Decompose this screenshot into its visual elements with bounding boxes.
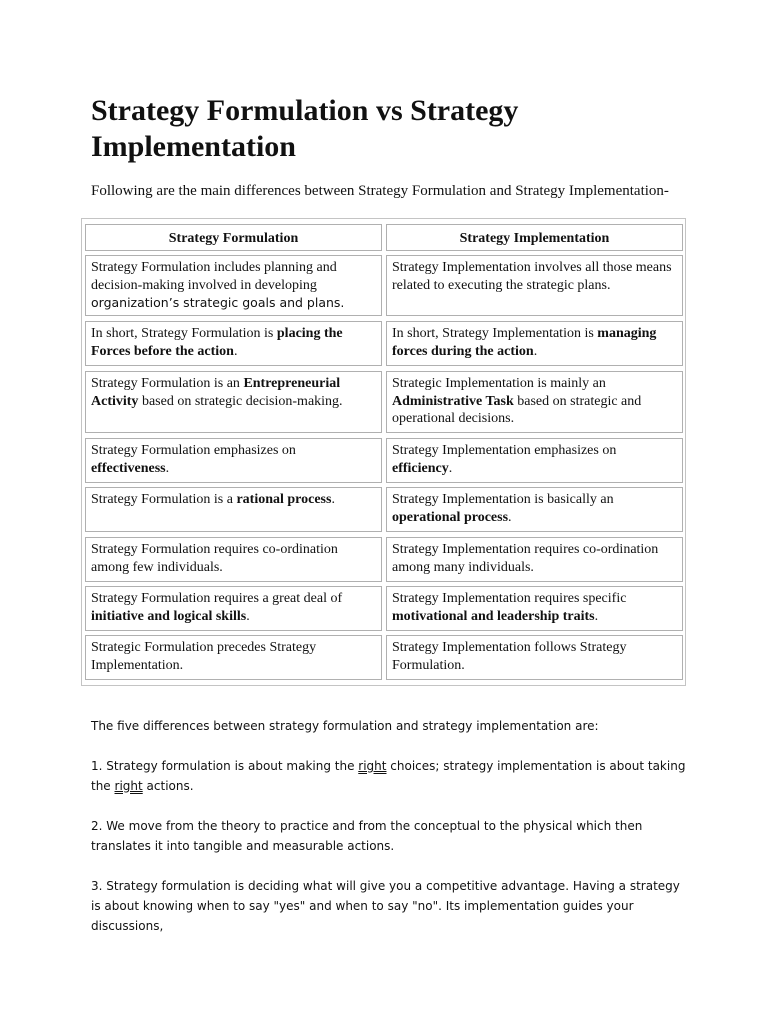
table-cell: Strategy Formulation requires co-ordination among few individuals. <box>85 537 382 582</box>
table-cell: Strategy Formulation is a rational process. <box>85 487 382 532</box>
table-cell: In short, Strategy Formulation is placing the Forces before the action. <box>85 321 382 366</box>
table-cell: Strategy Implementation follows Strategy Formulation. <box>386 635 683 680</box>
intro-text: Following are the main differences between Strategy Formulation and Strategy Implementation- <box>91 183 669 199</box>
table-cell: Strategy Implementation involves all those means related to executing the strategic plans. <box>386 255 683 316</box>
table-cell: Strategy Implementation requires specific motivational and leadership traits. <box>386 586 683 631</box>
difference-item: 2. We move from the theory to practice and from the conceptual to the physical which then translates it into tangible and measurable actions. <box>91 819 643 853</box>
table-cell: Strategy Formulation emphasizes on effectiveness. <box>85 438 382 483</box>
differences-intro: The five differences between strategy formulation and strategy implementation are: <box>91 719 599 733</box>
page-title: Strategy Formulation vs Strategy Implementation <box>91 94 519 163</box>
table-header-implementation: Strategy Implementation <box>386 224 683 251</box>
table-cell: Strategic Formulation precedes Strategy Implementation. <box>85 635 382 680</box>
table-cell: Strategy Formulation requires a great deal of initiative and logical skills. <box>85 586 382 631</box>
table-cell: Strategy Formulation includes planning and decision-making involved in developing organization’s strategic goals and plans. <box>85 255 382 316</box>
table-cell: Strategy Implementation requires co-ordination among many individuals. <box>386 537 683 582</box>
difference-item: 1. Strategy formulation is about making the right choices; strategy implementation is about taking the right actions. <box>91 759 686 793</box>
table-cell: Strategic Implementation is mainly an Administrative Task based on strategic and operational decisions. <box>386 371 683 433</box>
table-cell: Strategy Formulation is an Entrepreneurial Activity based on strategic decision-making. <box>85 371 382 433</box>
table-header-formulation: Strategy Formulation <box>85 224 382 251</box>
table-cell: In short, Strategy Implementation is managing forces during the action. <box>386 321 683 366</box>
difference-item: 3. Strategy formulation is deciding what will give you a competitive advantage. Having a strategy is about knowing when to say "yes" and when to say "no". Its implementation guides your discussions, <box>91 879 680 933</box>
table-cell: Strategy Implementation emphasizes on efficiency. <box>386 438 683 483</box>
table-cell: Strategy Implementation is basically an operational process. <box>386 487 683 532</box>
